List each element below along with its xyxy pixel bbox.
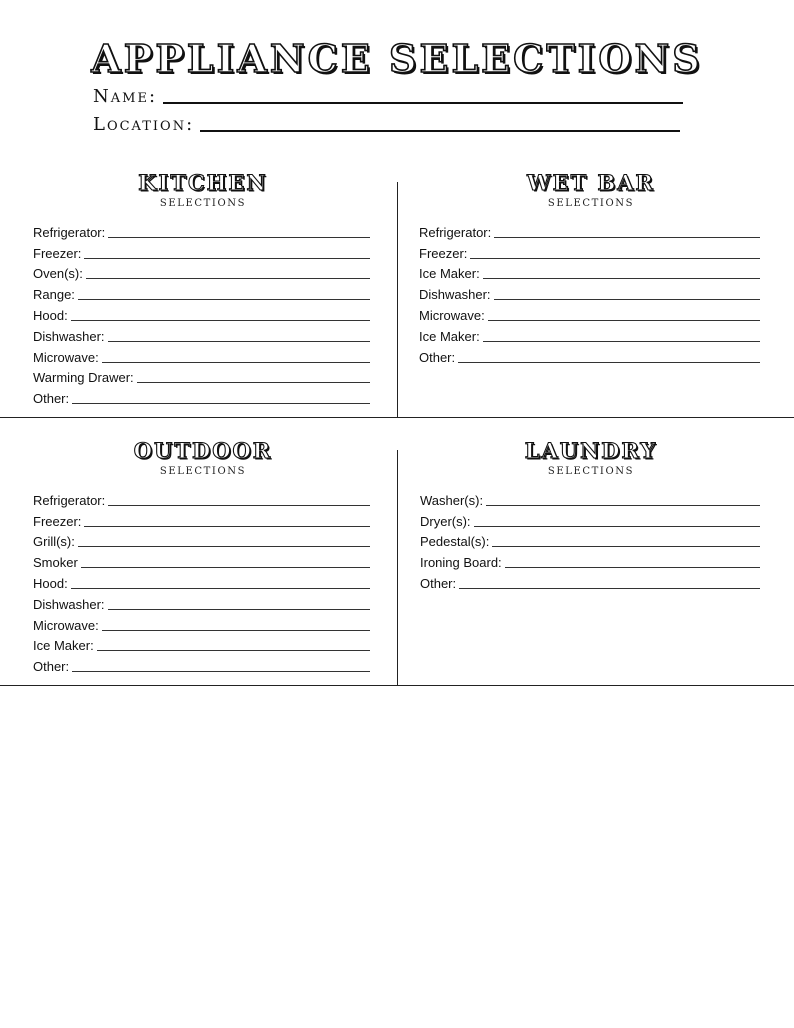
field-input-line[interactable]	[84, 258, 370, 259]
field-label: Microwave:	[33, 617, 99, 633]
section-kitchen	[22, 170, 370, 407]
field-row	[419, 345, 760, 366]
page-title: APPLIANCE SELECTIONS	[91, 36, 703, 81]
section-outdoor	[22, 438, 370, 675]
location-field[interactable]	[200, 130, 680, 132]
field-row	[420, 571, 760, 592]
field-label: Refrigerator:	[33, 492, 106, 508]
field-input-line[interactable]	[72, 671, 370, 672]
field-row	[33, 592, 370, 613]
field-label: Hood:	[33, 575, 68, 591]
section-subtitle: SELECTIONS	[547, 198, 635, 209]
field-label: Other:	[33, 659, 70, 675]
field-input-line[interactable]	[78, 546, 370, 547]
field-row	[33, 509, 370, 530]
field-row	[33, 366, 370, 387]
field-input-line[interactable]	[97, 650, 370, 651]
name-field[interactable]	[163, 102, 683, 104]
section-title: LAUNDRY	[524, 438, 658, 463]
section-title: WET BAR	[526, 170, 656, 195]
field-input-line[interactable]	[505, 567, 760, 568]
field-label: Other:	[33, 391, 70, 407]
field-list	[22, 488, 370, 675]
field-row	[33, 550, 370, 571]
field-label: Other:	[420, 575, 457, 591]
field-label: Refrigerator:	[33, 224, 106, 240]
field-row	[33, 262, 370, 283]
field-input-line[interactable]	[492, 546, 760, 547]
field-row	[33, 634, 370, 655]
section-title: KITCHEN	[138, 170, 268, 195]
field-input-line[interactable]	[86, 278, 370, 279]
field-label: Freezer:	[33, 513, 82, 529]
field-list	[408, 220, 760, 366]
field-input-line[interactable]	[494, 299, 760, 300]
field-row	[420, 530, 760, 551]
field-label: Ice Maker:	[419, 266, 480, 282]
field-input-line[interactable]	[486, 505, 760, 506]
field-input-line[interactable]	[81, 567, 370, 568]
field-label: Dishwasher:	[33, 328, 105, 344]
field-row	[419, 220, 760, 241]
field-input-line[interactable]	[108, 341, 370, 342]
field-row	[33, 282, 370, 303]
field-label: Dishwasher:	[419, 287, 491, 303]
field-row	[33, 654, 370, 675]
section-subtitle: SELECTIONS	[159, 198, 247, 209]
field-input-line[interactable]	[108, 609, 370, 610]
field-input-line[interactable]	[108, 237, 370, 238]
field-input-line[interactable]	[78, 299, 370, 300]
field-row	[419, 324, 760, 345]
field-list	[22, 220, 370, 407]
field-label: Hood:	[33, 307, 68, 323]
field-label: Freezer:	[419, 245, 468, 261]
field-row	[420, 509, 760, 530]
field-input-line[interactable]	[84, 526, 370, 527]
field-input-line[interactable]	[483, 341, 760, 342]
field-row	[33, 613, 370, 634]
field-row	[33, 386, 370, 407]
divider-vertical-bottom	[397, 450, 398, 686]
divider-horizontal-bottom	[0, 685, 794, 686]
field-input-line[interactable]	[137, 382, 370, 383]
field-input-line[interactable]	[71, 320, 370, 321]
field-list	[408, 488, 760, 592]
field-row	[419, 282, 760, 303]
field-row	[419, 303, 760, 324]
field-input-line[interactable]	[102, 362, 370, 363]
field-input-line[interactable]	[459, 588, 760, 589]
field-row	[33, 303, 370, 324]
field-input-line[interactable]	[71, 588, 370, 589]
field-label: Ice Maker:	[419, 328, 480, 344]
section-subtitle: SELECTIONS	[159, 466, 247, 477]
field-row	[33, 220, 370, 241]
field-label: Pedestal(s):	[420, 534, 490, 550]
field-label: Grill(s):	[33, 534, 75, 550]
field-input-line[interactable]	[483, 278, 760, 279]
location-label: Location:	[93, 114, 195, 135]
section-laundry	[408, 438, 760, 592]
field-label: Ice Maker:	[33, 638, 94, 654]
field-label: Freezer:	[33, 245, 82, 261]
field-input-line[interactable]	[72, 403, 370, 404]
field-row	[33, 324, 370, 345]
field-label: Oven(s):	[33, 266, 83, 282]
field-label: Range:	[33, 287, 75, 303]
divider-horizontal-middle	[0, 417, 794, 418]
field-row	[33, 571, 370, 592]
field-label: Ironing Board:	[420, 555, 502, 571]
divider-vertical-top	[397, 182, 398, 418]
field-row	[420, 488, 760, 509]
field-input-line[interactable]	[470, 258, 760, 259]
field-input-line[interactable]	[458, 362, 760, 363]
field-input-line[interactable]	[488, 320, 760, 321]
field-input-line[interactable]	[494, 237, 760, 238]
name-row	[93, 86, 683, 107]
field-input-line[interactable]	[102, 630, 370, 631]
field-row	[419, 241, 760, 262]
field-row	[419, 262, 760, 283]
field-row	[420, 550, 760, 571]
field-input-line[interactable]	[108, 505, 370, 506]
field-label: Washer(s):	[420, 492, 484, 508]
field-label: Refrigerator:	[419, 224, 492, 240]
field-row	[33, 530, 370, 551]
field-label: Microwave:	[419, 307, 485, 323]
name-label: Name:	[93, 86, 158, 107]
field-label: Dryer(s):	[420, 513, 471, 529]
location-row	[93, 114, 680, 135]
field-row	[33, 241, 370, 262]
field-label: Microwave:	[33, 349, 99, 365]
section-wet-bar	[408, 170, 760, 366]
field-row	[33, 488, 370, 509]
section-title: OUTDOOR	[133, 438, 273, 463]
field-label: Other:	[419, 349, 456, 365]
section-subtitle: SELECTIONS	[547, 466, 635, 477]
field-label: Smoker	[33, 555, 78, 571]
field-row	[33, 345, 370, 366]
field-label: Dishwasher:	[33, 596, 105, 612]
field-label: Warming Drawer:	[33, 370, 134, 386]
field-input-line[interactable]	[474, 526, 760, 527]
